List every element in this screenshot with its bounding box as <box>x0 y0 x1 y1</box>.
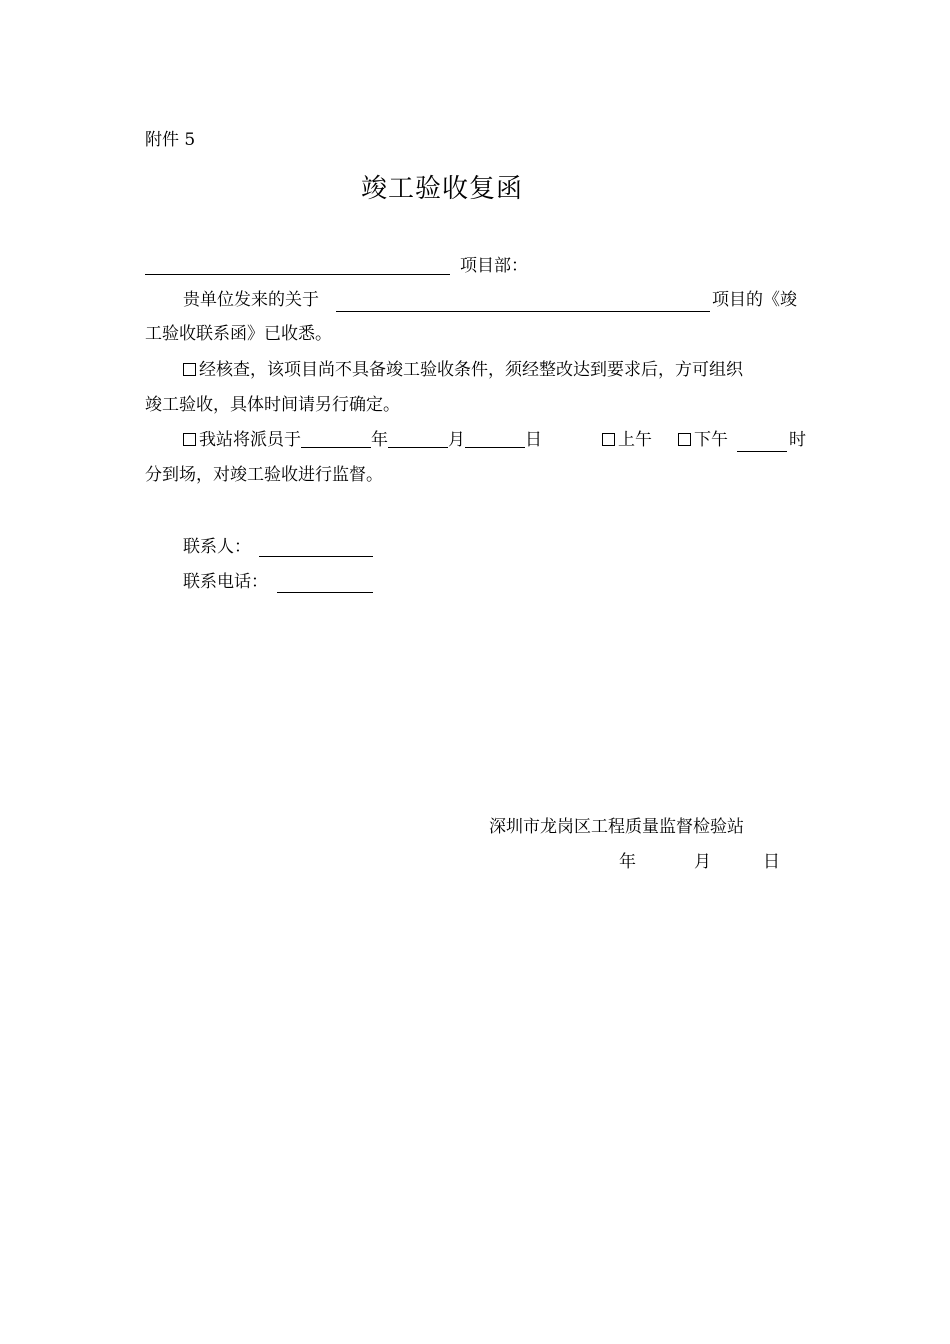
signature-month: 月 <box>694 852 711 872</box>
document-title: 竣工验收复函 <box>361 174 524 204</box>
option2-day: 日 <box>525 430 542 450</box>
am-option <box>602 432 652 449</box>
option2-checkbox[interactable] <box>183 433 196 446</box>
option2-line2: 分到场，对竣工验收进行监督。 <box>145 465 383 485</box>
option2-year: 年 <box>371 430 388 450</box>
attachment-label: 附件 5 <box>145 130 196 150</box>
signature-day: 日 <box>763 852 780 872</box>
signature-year: 年 <box>619 852 636 872</box>
para1-line2: 工验收联系函》已收悉。 <box>145 324 332 344</box>
option2-line1 <box>183 432 542 449</box>
pm-checkbox[interactable] <box>678 433 691 446</box>
contact-person-blank-line[interactable] <box>259 556 373 557</box>
option1-checkbox[interactable] <box>183 363 196 376</box>
day-blank[interactable] <box>465 432 525 448</box>
am-label: 上午 <box>618 430 652 450</box>
option1-line2: 竣工验收，具体时间请另行确定。 <box>145 395 400 415</box>
para1-suffix: 项目的《竣 <box>712 290 797 310</box>
option1-text: 经核查，该项目尚不具备竣工验收条件，须经整改达到要求后，方可组织 <box>199 360 743 380</box>
pm-label: 下午 <box>694 430 728 450</box>
signature-org: 深圳市龙岗区工程质量监督检验站 <box>489 817 744 837</box>
pm-option <box>678 432 728 449</box>
year-blank[interactable] <box>301 432 371 448</box>
option2-prefix: 我站将派员于 <box>199 430 301 450</box>
am-checkbox[interactable] <box>602 433 615 446</box>
option1-line1 <box>183 362 743 379</box>
month-blank[interactable] <box>388 432 448 448</box>
contact-phone-blank-line[interactable] <box>277 592 373 593</box>
hour-blank-line[interactable] <box>737 451 787 452</box>
option2-month: 月 <box>448 430 465 450</box>
para1-prefix: 贵单位发来的关于 <box>183 290 319 310</box>
recipient-suffix: 项目部： <box>460 256 528 276</box>
project-name-blank-line[interactable] <box>336 311 710 312</box>
contact-person-label: 联系人： <box>183 537 251 557</box>
contact-phone-label: 联系电话： <box>183 572 268 592</box>
recipient-blank-line[interactable] <box>145 274 450 275</box>
option2-hour: 时 <box>789 430 806 450</box>
